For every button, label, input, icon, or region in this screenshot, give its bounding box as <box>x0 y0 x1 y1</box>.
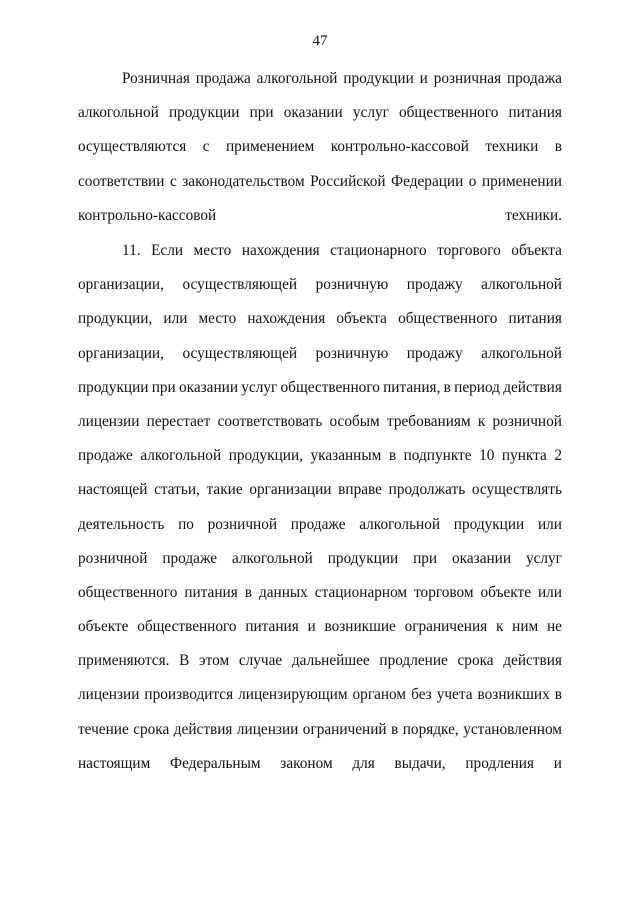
paragraph-line: организации, осуществляющей розничную продажу алкогольной <box>78 344 562 362</box>
paragraph-line: общественного питания в данных стационарном торговом объекте или <box>78 583 562 601</box>
paragraph-line: продаже алкогольной продукции, указанным в подпункте 10 пункта 2 <box>78 447 562 465</box>
paragraph-retail-sale <box>78 62 562 233</box>
paragraph-line: продукции при оказании услуг общественного питания, в период действия <box>78 378 562 396</box>
paragraph-line: настоящим Федеральным законом для выдачи, продления и <box>78 754 562 772</box>
paragraph-line: организации, осуществляющей розничную продажу алкогольной <box>78 276 562 294</box>
paragraph-line: применяются. В этом случае дальнейшее продление срока действия <box>78 652 562 670</box>
page-number: 47 <box>312 33 328 49</box>
paragraph-line: соответствии с законодательством Российской Федерации о применении <box>78 172 562 190</box>
paragraph-line: настоящей статьи, такие организации вправе продолжать осуществлять <box>78 481 562 499</box>
paragraph-line: розничной продаже алкогольной продукции при оказании услуг <box>78 549 562 567</box>
paragraph-line: Розничная продажа алкогольной продукции и розничная продажа <box>122 70 562 87</box>
paragraph-line: объекте общественного питания и возникшие ограничения к ним не <box>78 618 562 636</box>
paragraph-line: продукции, или место нахождения объекта общественного питания <box>78 310 562 328</box>
paragraph-line: контрольно-кассовой техники. <box>78 206 562 224</box>
paragraph-line: алкогольной продукции при оказании услуг общественного питания <box>78 104 562 122</box>
paragraph-line: 11. Если место нахождения стационарного торгового объекта <box>122 242 562 259</box>
paragraph-clause-11 <box>78 234 562 781</box>
paragraph-line: лицензии производится лицензирующим органом без учета возникших в <box>78 686 562 704</box>
paragraph-line: деятельность по розничной продаже алкогольной продукции или <box>78 515 562 533</box>
paragraph-line: лицензии перестает соответствовать особым требованиям к розничной <box>78 412 562 430</box>
paragraph-line: течение срока действия лицензии ограничений в порядке, установленном <box>78 720 562 738</box>
paragraph-line: осуществляются с применением контрольно-кассовой техники в <box>78 138 562 156</box>
